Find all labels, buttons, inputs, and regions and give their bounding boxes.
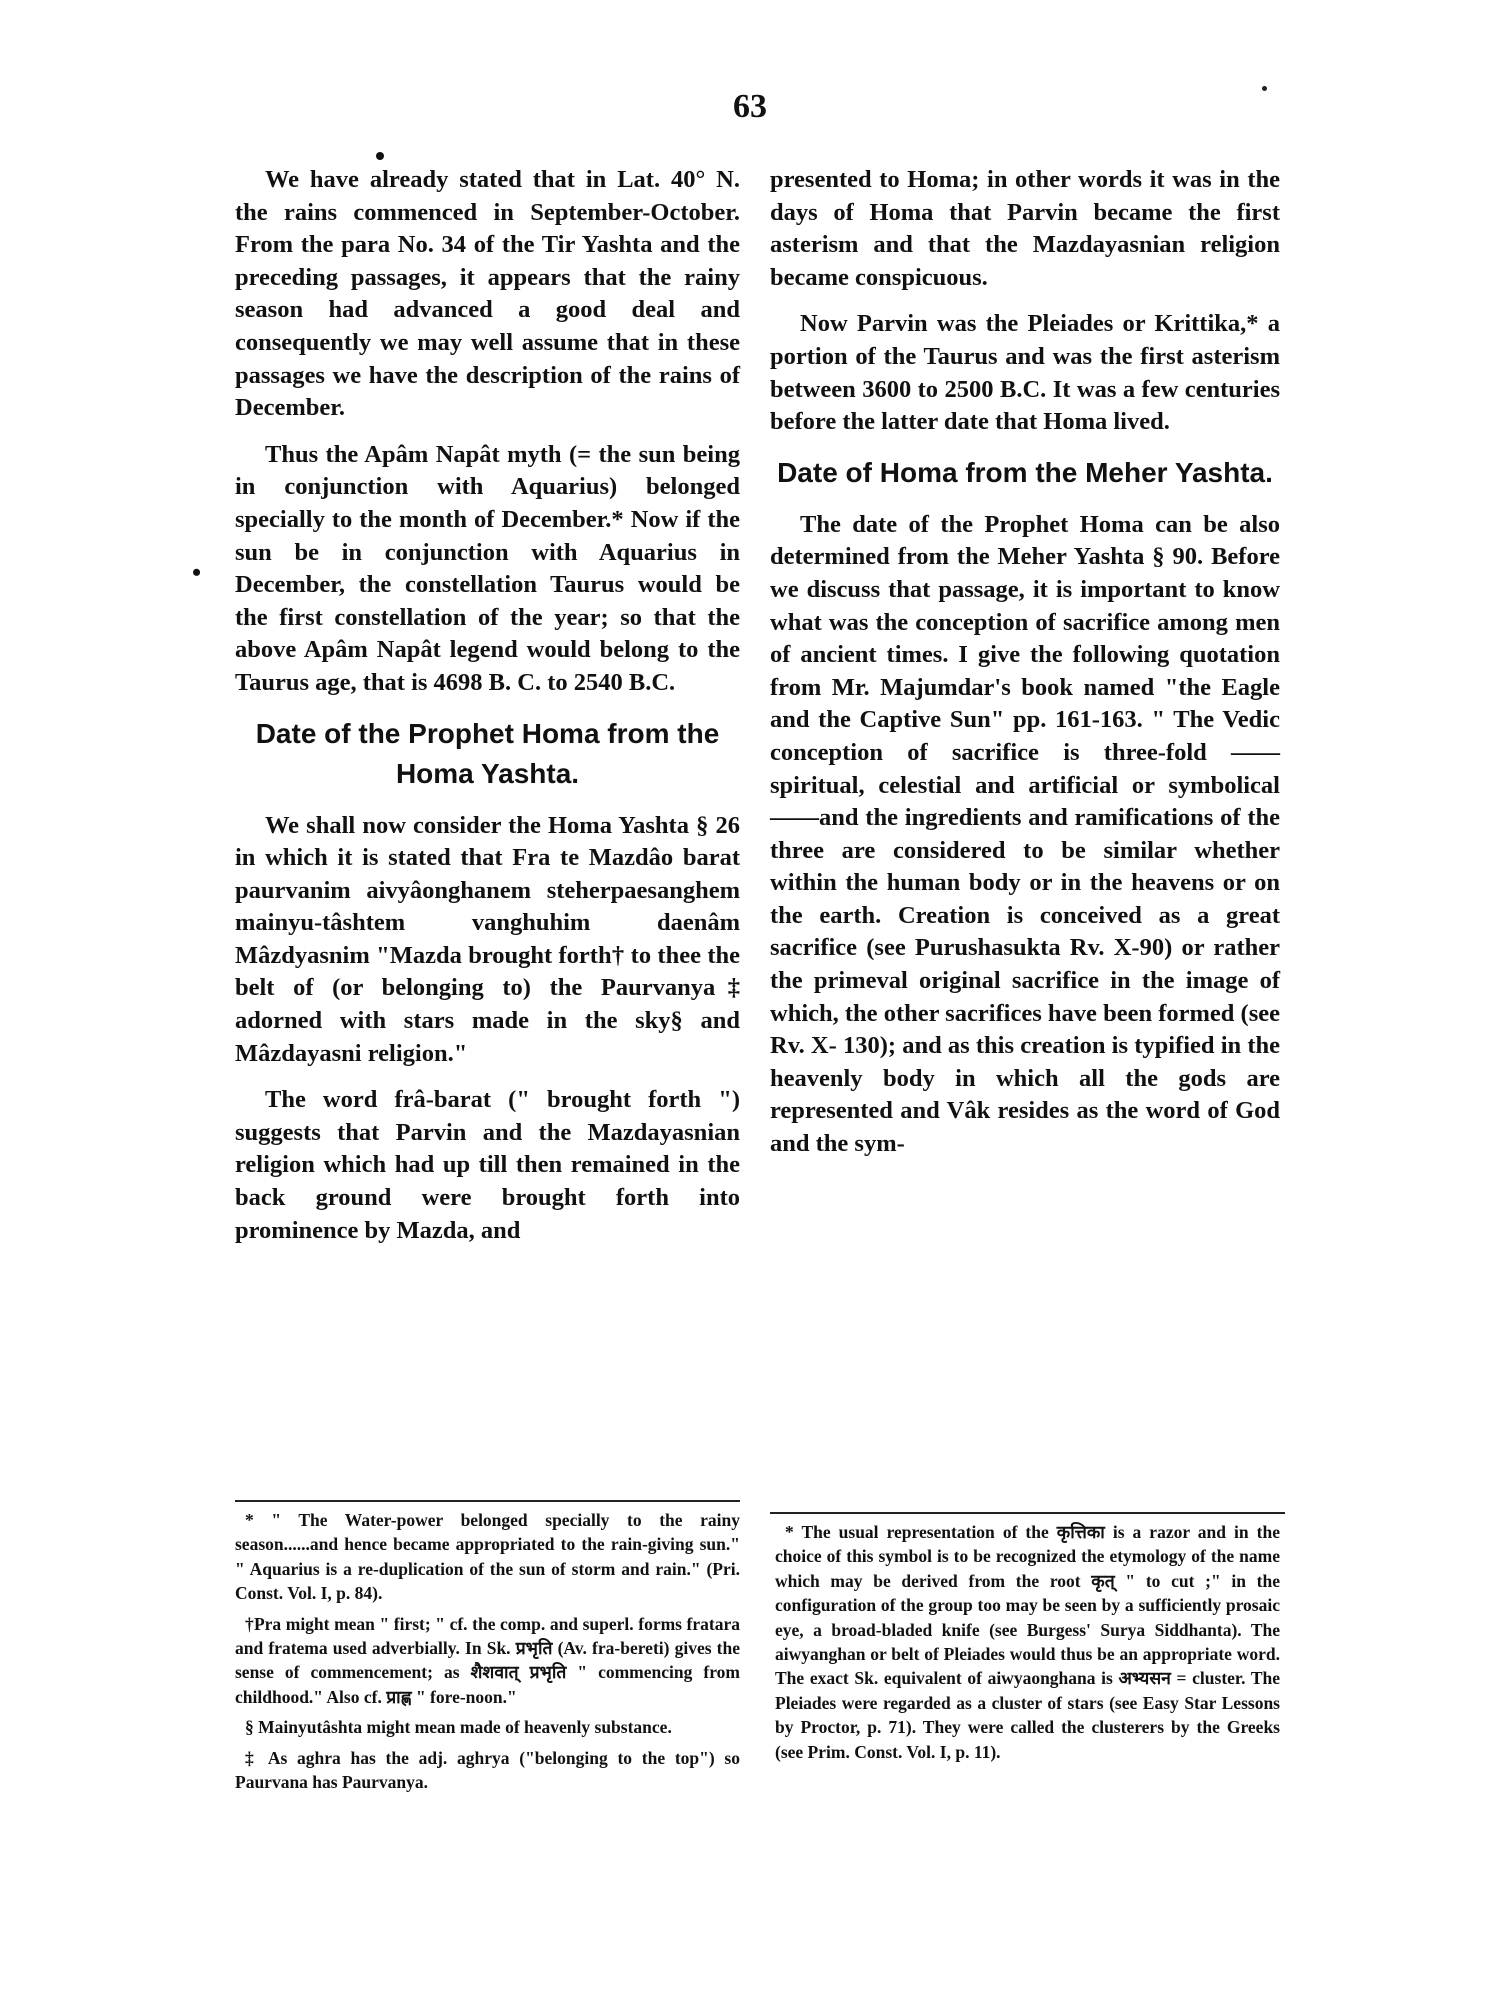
paragraph: We have already stated that in Lat. 40° N. the rains commenced in September-October. From the para No. 34 of the Tir Yashta and the preceding passages, it appears that the rainy season had advanced a good deal and consequently we may well assume that in these passages we have the description of the rains of December. xyxy=(235,166,740,422)
footnote: †Pra might mean " first; " cf. the comp. and superl. forms fratara and fratema used adverbially. In Sk. प्रभृति (Av. fra-bereti) gives the sense of commencement; as शैशवात् प्रभृति " commencing from childhood." Also cf. प्राह्ण " fore-noon." xyxy=(235,1613,740,1707)
paragraph: The date of the Prophet Homa can be also determined from the Meher Yashta § 90. Before we discuss that passage, it is important to know what was the conception of sacrifice among men of ancient times. I give the following quotation from Mr. Majumdar's book named "the Eagle and the Captive Sun" pp. 161-163. " The Vedic conception of sacrifice is three-fold ——spiritual, celestial and artificial or symbolical——and the ingredients and ramifications of the three are considered to be similar whether within the human body or in the heavens or on the earth. Creation is conceived as a great sacrifice (see Purushasukta Rv. X-90) or rather the primeval original sacrifice in the image of which, the other sacrifices have been formed (see Rv. X- 130); and as this creation is typified in the heavenly body in which all the gods are represented and Vâk resides as the word of God and the sym- xyxy=(770,510,1280,1158)
paragraph: Thus the Apâm Napât myth (= the sun being in conjunction with Aquarius) belonged specially to the month of December.* Now if the sun be in conjunction with Aquarius in December, the constellation Taurus would be the first constellation of the year; so that the above Apâm Napât legend would belong to the Taurus age, that is 4698 B. C. to 2540 B.C. xyxy=(235,440,740,696)
margin-dot xyxy=(1262,86,1267,91)
paragraph: Now Parvin was the Pleiades or Krittika,* a portion of the Taurus and was the first asterism between 3600 to 2500 B.C. It was a few centuries before the latter date that Homa lived. xyxy=(770,310,1280,436)
footnote-rule xyxy=(770,1512,1285,1514)
margin-bullet: • xyxy=(192,558,202,587)
footnote: ‡ As aghra has the adj. aghrya ("belonging to the top") so Paurvana has Paurvanya. xyxy=(235,1747,740,1793)
paragraph: The word frâ-barat (" brought forth ") suggests that Parvin and the Mazdayasnian religion which had up till then remained in the back ground were brought forth into prominence by Mazda, and xyxy=(235,1086,740,1244)
footnote-rule xyxy=(235,1500,740,1502)
paragraph: presented to Homa; in other words it was in the days of Homa that Parvin became the first asterism and that the Mazdayasnian religion became conspicuous. xyxy=(770,166,1280,291)
right-footnotes xyxy=(775,1520,1280,1770)
footnote: * " The Water-power belonged specially to the rainy season......and hence became appropriated to the rain-giving sun." " Aquarius is a re-duplication of the sun of storm and rain." (Pri. Const. Vol. I, p. 84). xyxy=(235,1510,740,1604)
section-heading: Date of the Prophet Homa from the Homa Yashta. xyxy=(255,717,720,789)
paragraph: We shall now consider the Homa Yashta § 26 in which it is stated that Fra te Mazdâo barat paurvanim aivyâonghanem steherpaesanghem mainyu-tâshtem vanghuhim daenâm Mâzdyasnim "Mazda brought forth† to thee the belt of (or belonging to) the Paurvanya‡ adorned with stars made in the sky§ and Mâzdayasni religion." xyxy=(235,811,740,1067)
left-column xyxy=(235,164,740,1261)
right-column xyxy=(770,164,1280,1175)
left-footnotes xyxy=(235,1508,740,1800)
section-heading: Date of Homa from the Meher Yashta. xyxy=(777,456,1273,488)
footnote: * The usual representation of the कृत्तिका is a razor and in the choice of this symbol is to be recognized the etymology of the name which may be derived from the root कृत् " to cut ;" in the configuration of the group too may be seen by a sufficiently prosaic eye, a broad-bladed knife (see Burgess' Surya Siddhanta). The aiwyanghan or belt of Pleiades would thus be an appropriate word. The exact Sk. equivalent of aiwyaonghana is अभ्यसन = cluster. The Pleiades were regarded as a cluster of stars (see Easy Star Lessons by Proctor, p. 71). They were called the clusterers by the Greeks (see Prim. Const. Vol. I, p. 11). xyxy=(775,1522,1280,1762)
margin-dot-mark xyxy=(376,152,384,160)
footnote: § Mainyutâshta might mean made of heavenly substance. xyxy=(245,1717,672,1738)
page-number: 63 xyxy=(733,88,767,125)
